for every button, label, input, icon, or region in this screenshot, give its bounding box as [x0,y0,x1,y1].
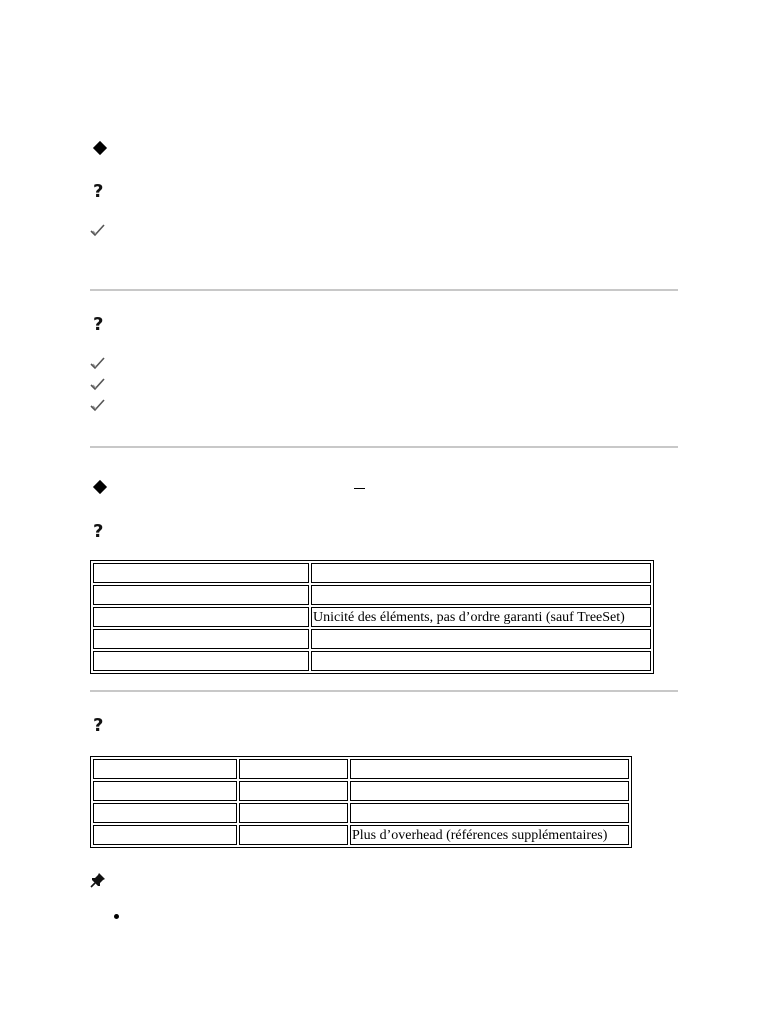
table-row [93,585,651,605]
diamond-icon [93,141,107,155]
diamond-icon [93,480,107,494]
table-cell [93,585,309,605]
section-divider [90,289,678,291]
section-divider [90,690,678,692]
question-icon: ? [93,181,104,202]
table-cell [239,803,348,823]
table-row [93,563,651,583]
table-cell [93,825,237,845]
question-icon: ? [93,715,104,736]
table-cell: Plus d’overhead (références supplémentaires) [350,825,629,845]
table-row [93,803,629,823]
table-cell [350,759,629,779]
table-cell [93,803,237,823]
table-cell [93,607,309,627]
table-cell [311,651,651,671]
table-row [93,781,629,801]
table-cell [93,759,237,779]
table-cell [311,585,651,605]
comparison-table [90,756,632,848]
question-icon: ? [93,521,104,542]
table-cell [93,651,309,671]
question-icon: ? [93,314,104,335]
table-cell [239,781,348,801]
table-cell [350,803,629,823]
check-icon [90,377,106,392]
table-cell [239,759,348,779]
check-icon [90,356,106,371]
table-cell [93,781,237,801]
table-cell: Unicité des éléments, pas d’ordre garanti (sauf TreeSet) [311,607,651,627]
check-icon [90,398,106,413]
table-row [93,629,651,649]
section-divider [90,446,678,448]
table-cell [93,629,309,649]
check-icon [90,223,106,238]
pushpin-icon [90,872,106,888]
table-row [93,825,629,845]
table-row [93,607,651,627]
dash-mark [354,488,365,489]
table-cell [311,629,651,649]
table-cell [350,781,629,801]
list-bullet [114,914,119,919]
table-cell [311,563,651,583]
collections-table [90,560,654,674]
table-row [93,759,629,779]
table-cell [239,825,348,845]
table-cell [93,563,309,583]
table-row [93,651,651,671]
